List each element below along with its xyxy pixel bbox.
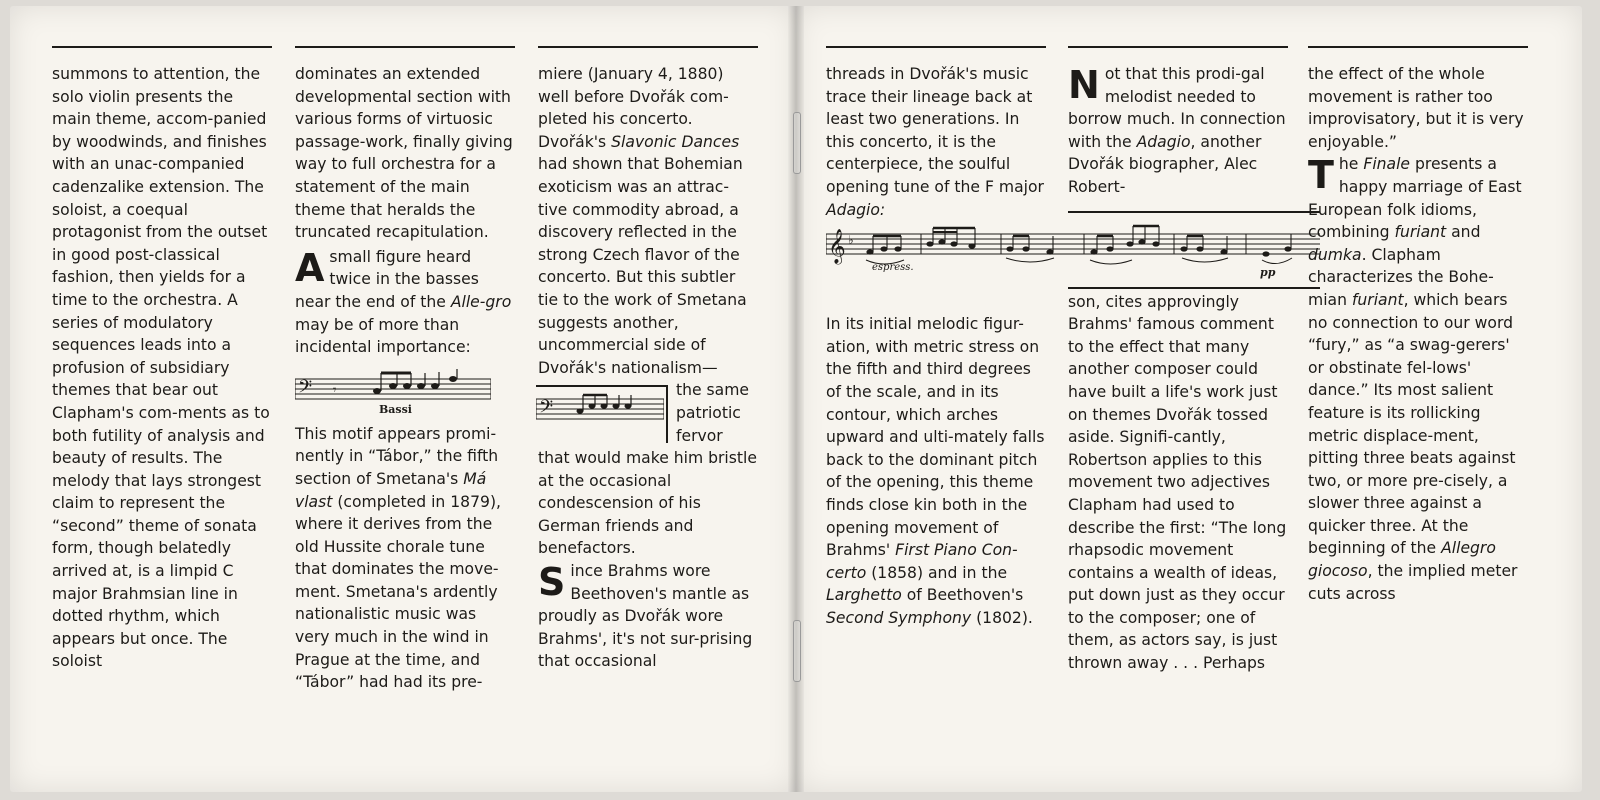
column-6-paragraph-1: the effect of the whole movement is rather too improvisatory, but it is very enjoyable.” (1308, 65, 1524, 151)
music-example-box (536, 385, 668, 443)
bassi-staff-1 (295, 369, 491, 415)
column-2-paragraph-1: dominates an extended developmental section with various forms of virtuosic passage-work, finally giving way to full orchestra for a statement of the main theme that heralds the truncated recapitulation. (295, 65, 513, 242)
column-6-paragraph-2: The Finale presents a happy marriage of East European folk idioms, combining furiant and dumka. Clapham characterizes the Bohe-mian furiant, which bears no connection to our word “fury,” as “a swag-gerers' or obstinate fel-lows' dance.” Its most salient feature is its rollicking metric displace-ment, pitting three beats against two, or more pre-cisely, a slower three against a quicker three. At the beginning of the Allegro giocoso, the implied meter cuts across (1308, 153, 1522, 603)
column-3 (538, 46, 758, 673)
column-rule (826, 46, 1046, 48)
drop-cap-a: A (295, 245, 325, 290)
svg-text:𝄾: 𝄾 (333, 382, 337, 398)
column-rule (1068, 46, 1288, 48)
bassi-music-example (295, 369, 515, 415)
column-rule (1308, 46, 1528, 48)
column-1 (52, 46, 272, 673)
drop-cap-n: N (1068, 63, 1100, 107)
espressivo-marking: espress. (872, 262, 914, 273)
column-3-paragraph-2: Since Brahms wore Beethoven's mantle as proudly as Dvořák wore Brahms', it's not sur-prising that occasional (538, 560, 753, 671)
column-2 (295, 46, 515, 694)
svg-text:𝄢: 𝄢 (539, 397, 554, 423)
drop-cap-s: S (538, 560, 566, 605)
column-rule (538, 46, 758, 48)
svg-text:𝄢: 𝄢 (298, 376, 313, 402)
column-2-paragraph-3: This motif appears promi-nently in “Tábor,” the fifth section of Smetana's Má vlast (completed in 1879), where it derives from the old Hussite chorale tune that dominates the move-ment. Smetana's ardently nationalistic music was very much in the wind in Prague at the time, and “Tábor” had had its pre- (295, 424, 501, 692)
column-4 (826, 46, 1046, 629)
column-3-paragraph-1-cont: 𝄢 the same patriotic fervor that would make him bristle at the occasional condescension of his German friends and benefactors. (538, 381, 757, 558)
staple-top (793, 112, 801, 174)
column-rule (295, 46, 515, 48)
column-3-paragraph-1: miere (January 4, 1880) well before Dvořák com-pleted his concerto. Dvořák's Slavonic Dances had shown that Bohemian exoticism was an attrac-tive commodity abroad, a discovery reflected in the strong Czech flavor of the concerto. But this subtler tie to the work of Smetana suggests another, uncommercial side of Dvořák's nationalism— (538, 65, 747, 377)
column-1-text: summons to attention, the solo violin presents the main theme, accom-panied by woodwinds, and finishes with an unac-companied cadenzalike extension. The soloist, a coequal protagonist from the outset in good post-classical fashion, then yields for a time to the orchestra. A series of modulatory sequences leads into a profusion of subsidiary themes that bear out Clapham's com-ments as to both futility of analysis and beauty of results. The melody that lays strongest claim to represent the “second” theme of sonata form, though belatedly arrived at, is a limpid C major Brahmsian line in dotted rhythm, which appears but once. The soloist (52, 65, 270, 671)
staple-bottom (793, 620, 801, 682)
pp-marking: pp (1260, 266, 1276, 279)
bassi-staff-2 (536, 391, 664, 431)
music-spacer (1068, 199, 1288, 291)
drop-cap-t: T (1308, 153, 1334, 198)
svg-text:♭: ♭ (848, 233, 854, 247)
column-2-paragraph-2: A small figure heard twice in the basses near the end of the Alle-gro may be of more than incidental importance: (295, 245, 512, 357)
bassi-label: Bassi (379, 402, 412, 415)
column-4-paragraph-2: In its initial melodic figur-ation, with metric stress on the fifth and third degrees of the scale, and in its contour, which arches upward and ulti-mately falls back to the dominant pitch of the opening, this theme finds close kin both in the opening movement of Brahms' First Piano Con-certo (1858) and in the Larghetto of Beethoven's Second Symphony (1802). (826, 315, 1045, 627)
column-5-paragraph-2: son, cites approvingly Brahms' famous comment to the effect that many another composer could have built a life's work just on themes Dvořák tossed aside. Signifi-cantly, Robertson applies to this movement two adjectives Clapham had used to describe the first: “The long rhapsodic movement contains a wealth of ideas, put down just as they occur to the composer; one of them, as actors say, is just thrown away . . . Perhaps (1068, 292, 1287, 673)
column-rule (52, 46, 272, 48)
column-4-paragraph-1: threads in Dvořák's music trace their lineage back at least two generations. In this concerto, it is the centerpiece, the soulful opening tune of the F major Adagio: (826, 65, 1044, 219)
column-5-paragraph-1: Not that this prodi-gal melodist needed to borrow much. In connection with the Adagio, another Dvořák biographer, Alec Robert- (1068, 63, 1286, 196)
svg-text:𝄞: 𝄞 (828, 229, 846, 264)
column-6 (1308, 46, 1528, 605)
column-5 (1068, 46, 1288, 675)
